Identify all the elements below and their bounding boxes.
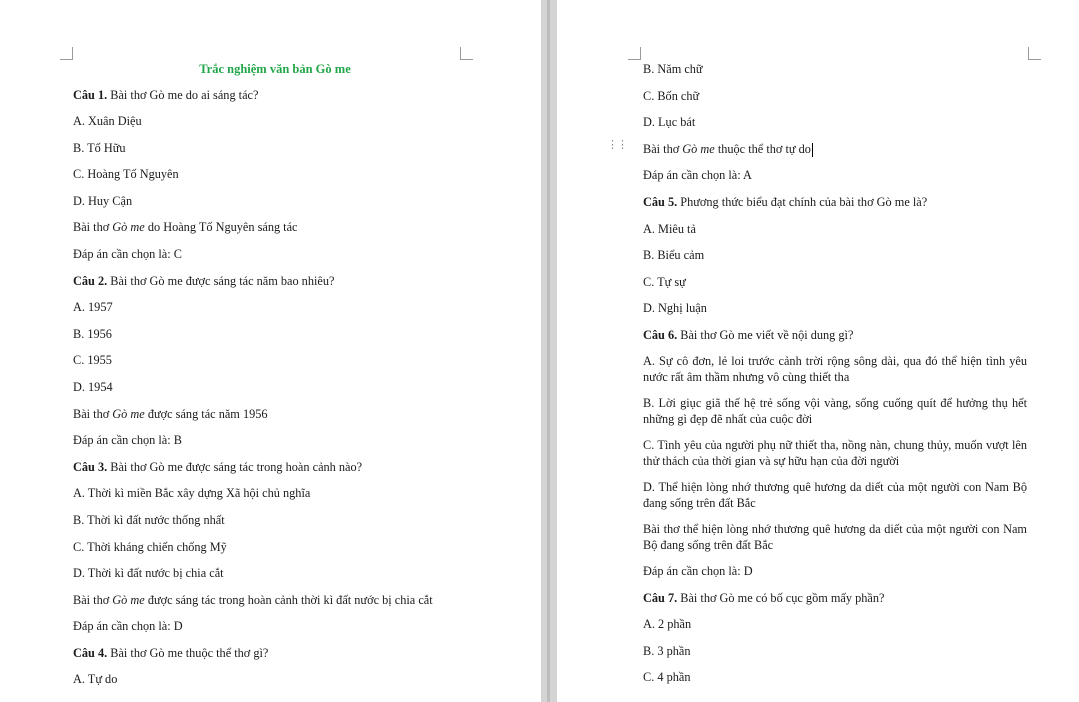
margin-corner-top-right xyxy=(1028,47,1041,60)
question-1: Câu 1. Bài thơ Gò me do ai sáng tác? xyxy=(73,88,259,102)
q1-option-c: C. Hoàng Tố Nguyên xyxy=(73,167,179,182)
q2-option-d: D. 1954 xyxy=(73,379,113,394)
margin-corner-top-right xyxy=(460,47,473,60)
question-4: Câu 4. Bài thơ Gò me thuộc thể thơ gì? xyxy=(73,645,269,660)
q1-explanation: Bài thơ Gò me do Hoàng Tố Nguyên sáng tác xyxy=(73,220,298,235)
page-gap-divider xyxy=(547,0,550,702)
q2-option-a: A. 1957 xyxy=(73,300,113,315)
margin-corner-top-left xyxy=(628,47,641,60)
document-title: Trắc nghiệm văn bản Gò me xyxy=(199,62,351,76)
q1-option-d: D. Huy Cận xyxy=(73,193,133,208)
q4-option-c: C. Bốn chữ xyxy=(643,88,700,103)
margin-corner-top-left xyxy=(60,47,73,60)
page-left-body[interactable] xyxy=(73,61,477,698)
document-page-right[interactable] xyxy=(557,0,1079,702)
q3-option-a: A. Thời kì miền Bắc xây dựng Xã hội chủ nghĩa xyxy=(73,486,311,501)
q6-answer: Đáp án cần chọn là: D xyxy=(643,563,753,578)
q5-option-b: B. Biểu cảm xyxy=(643,248,705,263)
q4-option-d: D. Lục bát xyxy=(643,115,696,130)
q5-option-c: C. Tự sự xyxy=(643,274,686,289)
q1-answer: Đáp án cần chọn là: C xyxy=(73,246,182,261)
q6-option-b: B. Lời giục giã thế hệ trẻ sống vội vàng, sống cuống quít để hưởng thụ hết những gì đẹp đẽ nhất của cuộc đời xyxy=(643,395,1027,426)
question-5: Câu 5. Phương thức biểu đạt chính của bài thơ Gò me là? xyxy=(643,194,928,209)
q3-explanation: Bài thơ Gò me được sáng tác trong hoàn cảnh thời kì đất nước bị chia cắt xyxy=(73,592,433,607)
q6-explanation: Bài thơ thể hiện lòng nhớ thương quê hương da diết của một người con Nam Bộ đang sống trên đất Bắc xyxy=(643,521,1027,552)
q4-explanation[interactable]: Bài thơ Gò me thuộc thể thơ tự do xyxy=(643,141,811,156)
q6-option-c: C. Tình yêu của người phụ nữ thiết tha, nồng nàn, chung thủy, muốn vượt lên thử thách của thời gian và sự hữu hạn của đời người xyxy=(643,437,1027,468)
q5-option-a: A. Miêu tả xyxy=(643,221,696,236)
q3-answer: Đáp án cần chọn là: D xyxy=(73,619,183,634)
q7-option-c: C. 4 phần xyxy=(643,670,691,685)
q4-option-b: B. Năm chữ xyxy=(643,62,703,76)
q1-option-b: B. Tố Hữu xyxy=(73,140,126,155)
q7-option-a: A. 2 phần xyxy=(643,617,692,632)
q1-option-a: A. Xuân Diệu xyxy=(73,114,142,128)
question-6: Câu 6. Bài thơ Gò me viết về nội dung gì? xyxy=(643,327,854,342)
question-2: Câu 2. Bài thơ Gò me được sáng tác năm bao nhiêu? xyxy=(73,273,335,288)
q7-option-b: B. 3 phần xyxy=(643,643,691,658)
text-cursor xyxy=(812,143,813,157)
question-3: Câu 3. Bài thơ Gò me được sáng tác trong hoàn cảnh nào? xyxy=(73,459,363,474)
q5-option-d: D. Nghị luận xyxy=(643,301,707,316)
q2-explanation: Bài thơ Gò me được sáng tác năm 1956 xyxy=(73,406,268,421)
q2-answer: Đáp án cần chọn là: B xyxy=(73,433,182,448)
question-7: Câu 7. Bài thơ Gò me có bố cục gồm mấy phần? xyxy=(643,590,885,605)
page-right-body[interactable] xyxy=(643,61,1027,696)
drag-handle-icon[interactable]: ⋮⋮ xyxy=(607,139,627,151)
q2-option-b: B. 1956 xyxy=(73,326,112,341)
q3-option-c: C. Thời kháng chiến chống Mỹ xyxy=(73,539,227,554)
q3-option-b: B. Thời kì đất nước thống nhất xyxy=(73,512,225,527)
q6-option-a: A. Sự cô đơn, lẻ loi trước cảnh trời rộng sông dài, qua đó thể hiện tình yêu nước rất âm thầm nhưng vô cùng thiết tha xyxy=(643,353,1027,384)
q6-option-d: D. Thể hiện lòng nhớ thương quê hương da diết của một người con Nam Bộ đang sống trên đất Bắc xyxy=(643,479,1027,510)
q3-option-d: D. Thời kì đất nước bị chia cắt xyxy=(73,566,224,581)
q4-option-a: A. Tự do xyxy=(73,672,118,687)
q4-answer: Đáp án cần chọn là: A xyxy=(643,168,752,183)
q2-option-c: C. 1955 xyxy=(73,353,112,368)
